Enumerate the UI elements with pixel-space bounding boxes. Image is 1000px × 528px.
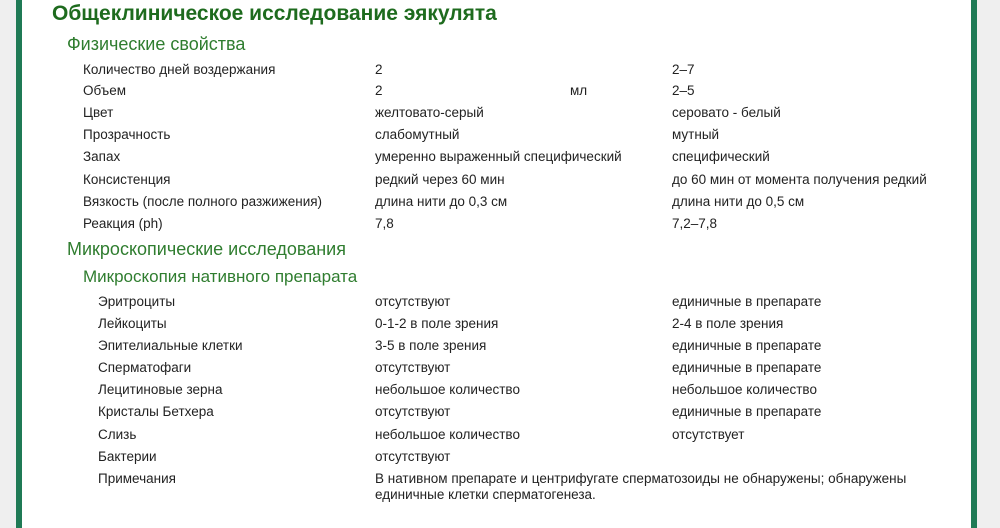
row-norm: единичные в препарате (672, 360, 822, 375)
table-row (22, 172, 971, 194)
row-value: желтовато-серый (375, 105, 484, 120)
row-value: отсутствуют (375, 360, 451, 375)
row-norm: до 60 мин от момента получения редкий (672, 172, 927, 187)
section-heading-microscopic: Микроскопические исследования (67, 239, 346, 259)
row-value: умеренно выраженный специфический (375, 149, 622, 164)
table-row (22, 404, 971, 426)
row-label: Сперматофаги (98, 360, 192, 375)
row-value: отсутствуют (375, 404, 451, 419)
row-value: редкий через 60 мин (375, 172, 505, 187)
notes-text: В нативном препарате и центрифугате сперматозоиды не обнаружены; обнаружены единичные клетки сперматогенеза. (375, 471, 907, 502)
report-sheet (16, 0, 977, 528)
row-value: 7,8 (375, 216, 394, 231)
row-value: отсутствуют (375, 449, 451, 464)
report-title: Общеклиническое исследование эякулята (52, 2, 497, 25)
table-row (22, 194, 971, 216)
table-row (22, 62, 971, 84)
table-row (22, 382, 971, 404)
row-value: отсутствуют (375, 294, 451, 309)
row-value: небольшое количество (375, 427, 520, 442)
row-label: Лейкоциты (98, 316, 167, 331)
table-row (22, 449, 971, 471)
table-row (22, 216, 971, 238)
row-value: 0-1-2 в поле зрения (375, 316, 499, 331)
row-label: Слизь (98, 427, 137, 442)
row-norm: длина нити до 0,5 см (672, 194, 805, 209)
row-norm: специфический (672, 149, 770, 164)
row-label: Лецитиновые зерна (98, 382, 223, 397)
row-norm: 2–5 (672, 83, 695, 98)
row-label: Запах (83, 149, 121, 164)
table-row (22, 127, 971, 149)
row-norm: 2-4 в поле зрения (672, 316, 784, 331)
table-row (22, 427, 971, 449)
row-label: Прозрачность (83, 127, 171, 142)
row-label: Кристалы Бетхера (98, 404, 214, 419)
row-norm: единичные в препарате (672, 338, 822, 353)
row-value: 3-5 в поле зрения (375, 338, 487, 353)
row-label: Эритроциты (98, 294, 176, 309)
row-label: Примечания (98, 471, 176, 486)
row-norm: единичные в препарате (672, 404, 822, 419)
row-norm: мутный (672, 127, 720, 142)
row-norm: единичные в препарате (672, 294, 822, 309)
row-label: Количество дней воздержания (83, 62, 276, 77)
row-label: Консистенция (83, 172, 171, 187)
row-value: 2 (375, 62, 383, 77)
row-value: 2 (375, 83, 383, 98)
row-label: Эпителиальные клетки (98, 338, 243, 353)
row-norm: 7,2–7,8 (672, 216, 718, 231)
row-label: Вязкость (после полного разжижения) (83, 194, 323, 209)
row-norm: отсутствует (672, 427, 745, 442)
table-row (22, 149, 971, 171)
table-row-notes (22, 471, 971, 511)
row-norm: серовато - белый (672, 105, 781, 120)
row-value: небольшое количество (375, 382, 520, 397)
table-row (22, 105, 971, 127)
table-row (22, 316, 971, 338)
row-label: Бактерии (98, 449, 157, 464)
row-norm: 2–7 (672, 62, 695, 77)
table-row (22, 294, 971, 316)
row-label: Объем (83, 83, 127, 98)
row-value: слабомутный (375, 127, 460, 142)
table-row (22, 83, 971, 105)
row-label: Цвет (83, 105, 114, 120)
table-row (22, 338, 971, 360)
row-norm: небольшое количество (672, 382, 817, 397)
table-row (22, 360, 971, 382)
row-unit: мл (570, 83, 588, 98)
subsection-heading-native: Микроскопия нативного препарата (83, 267, 358, 286)
row-label: Реакция (ph) (83, 216, 163, 231)
row-value: длина нити до 0,3 см (375, 194, 508, 209)
section-heading-physical: Физические свойства (67, 34, 246, 54)
